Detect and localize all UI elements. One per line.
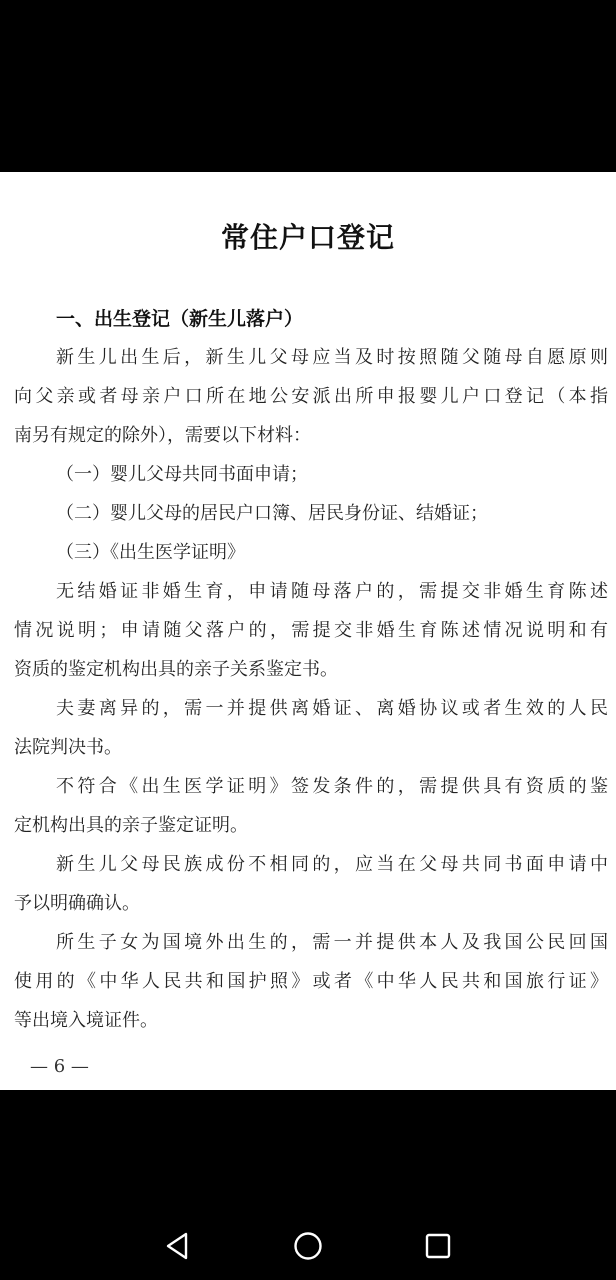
paragraph-line: 使用的《中华人民共和国护照》或者《中华人民共和国旅行证》 [14, 971, 608, 992]
back-triangle-icon[interactable] [162, 1230, 194, 1262]
navigation-bar [0, 1210, 616, 1280]
paragraph-line: 情况说明；申请随父落户的，需提交非婚生育陈述情况说明和有 [14, 620, 608, 641]
paragraph-line: 法院判决书。 [14, 737, 122, 758]
home-circle-icon[interactable] [292, 1230, 324, 1262]
paragraph-line: 所生子女为国境外出生的，需一并提供本人及我国公民回国 [56, 932, 608, 953]
list-item: （二）婴儿父母的居民户口簿、居民身份证、结婚证； [56, 503, 488, 524]
paragraph-line: 无结婚证非婚生育，申请随母落户的，需提交非婚生育陈述 [56, 581, 608, 602]
list-item: （三）《出生医学证明》 [56, 542, 245, 563]
paragraph-line: 向父亲或者母亲户口所在地公安派出所申报婴儿户口登记（本指 [14, 386, 608, 407]
paragraph-line: 予以明确确认。 [14, 893, 140, 914]
paragraph-line: 资质的鉴定机构出具的亲子关系鉴定书。 [14, 659, 338, 680]
section-heading: 一、出生登记（新生儿落户） [56, 308, 304, 330]
paragraph-line: 新生儿父母民族成份不相同的，应当在父母共同书面申请中 [56, 854, 608, 875]
list-item: （一）婴儿父母共同书面申请； [56, 464, 308, 485]
document-title: 常住户口登记 [220, 221, 395, 254]
paragraph-line: 夫妻离异的，需一并提供离婚证、离婚协议或者生效的人民 [56, 698, 608, 719]
page-number: — 6 — [30, 1056, 89, 1077]
paragraph-line: 新生儿出生后，新生儿父母应当及时按照随父随母自愿原则 [56, 347, 608, 368]
paragraph-line: 不符合《出生医学证明》签发条件的，需提供具有资质的鉴 [56, 776, 608, 797]
paragraph-line: 等出境入境证件。 [14, 1010, 158, 1031]
paragraph-line: 南另有规定的除外），需要以下材料： [14, 425, 311, 446]
paragraph-line: 定机构出具的亲子鉴定证明。 [14, 815, 248, 836]
document-page[interactable] [0, 172, 616, 1090]
recents-square-icon[interactable] [422, 1230, 454, 1262]
